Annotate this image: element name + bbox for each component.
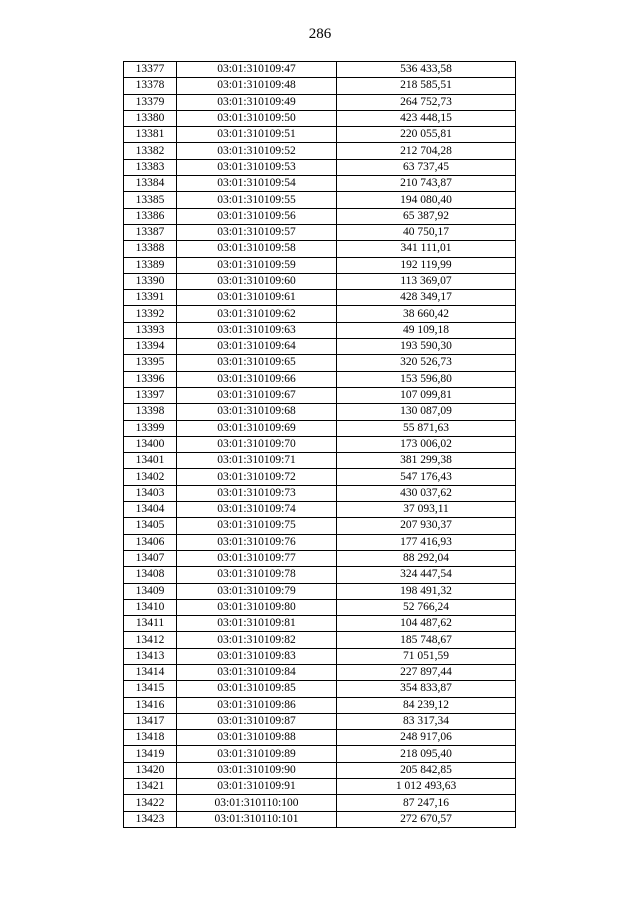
table-row bbox=[124, 306, 516, 322]
cadastral-number-cell: 03:01:310109:87 bbox=[177, 713, 337, 729]
row-number-cell: 13382 bbox=[124, 143, 177, 159]
cadastral-number-cell: 03:01:310109:88 bbox=[177, 730, 337, 746]
cadastral-number-cell: 03:01:310109:78 bbox=[177, 567, 337, 583]
row-number-cell: 13409 bbox=[124, 583, 177, 599]
table-row bbox=[124, 420, 516, 436]
cadastral-number-cell: 03:01:310109:73 bbox=[177, 485, 337, 501]
cadastral-number-cell: 03:01:310109:89 bbox=[177, 746, 337, 762]
row-number-cell: 13384 bbox=[124, 176, 177, 192]
table-row bbox=[124, 453, 516, 469]
cadastral-number-cell: 03:01:310109:85 bbox=[177, 681, 337, 697]
row-number-cell: 13379 bbox=[124, 94, 177, 110]
row-number-cell: 13408 bbox=[124, 567, 177, 583]
row-number-cell: 13410 bbox=[124, 599, 177, 615]
value-cell: 341 111,01 bbox=[337, 241, 516, 257]
cadastral-number-cell: 03:01:310109:55 bbox=[177, 192, 337, 208]
table-row bbox=[124, 110, 516, 126]
table-row bbox=[124, 697, 516, 713]
table-row bbox=[124, 143, 516, 159]
value-cell: 430 037,62 bbox=[337, 485, 516, 501]
table-row bbox=[124, 713, 516, 729]
row-number-cell: 13392 bbox=[124, 306, 177, 322]
value-cell: 83 317,34 bbox=[337, 713, 516, 729]
cadastral-number-cell: 03:01:310109:90 bbox=[177, 762, 337, 778]
row-number-cell: 13398 bbox=[124, 404, 177, 420]
value-cell: 248 917,06 bbox=[337, 730, 516, 746]
cadastral-number-cell: 03:01:310109:79 bbox=[177, 583, 337, 599]
value-cell: 218 095,40 bbox=[337, 746, 516, 762]
value-cell: 324 447,54 bbox=[337, 567, 516, 583]
row-number-cell: 13420 bbox=[124, 762, 177, 778]
cadastral-number-cell: 03:01:310109:56 bbox=[177, 208, 337, 224]
value-cell: 63 737,45 bbox=[337, 159, 516, 175]
cadastral-number-cell: 03:01:310109:75 bbox=[177, 518, 337, 534]
value-cell: 130 087,09 bbox=[337, 404, 516, 420]
row-number-cell: 13423 bbox=[124, 811, 177, 827]
table-row bbox=[124, 664, 516, 680]
row-number-cell: 13401 bbox=[124, 453, 177, 469]
cadastral-number-cell: 03:01:310109:47 bbox=[177, 62, 337, 78]
row-number-cell: 13418 bbox=[124, 730, 177, 746]
table-row bbox=[124, 795, 516, 811]
value-cell: 65 387,92 bbox=[337, 208, 516, 224]
value-cell: 177 416,93 bbox=[337, 534, 516, 550]
cadastral-number-cell: 03:01:310109:49 bbox=[177, 94, 337, 110]
value-cell: 381 299,38 bbox=[337, 453, 516, 469]
table-row bbox=[124, 241, 516, 257]
row-number-cell: 13391 bbox=[124, 290, 177, 306]
cadastral-number-cell: 03:01:310109:60 bbox=[177, 273, 337, 289]
cadastral-number-cell: 03:01:310109:63 bbox=[177, 322, 337, 338]
row-number-cell: 13413 bbox=[124, 648, 177, 664]
table-row bbox=[124, 762, 516, 778]
table-row bbox=[124, 78, 516, 94]
cadastral-number-cell: 03:01:310109:81 bbox=[177, 616, 337, 632]
table-row bbox=[124, 583, 516, 599]
value-cell: 428 349,17 bbox=[337, 290, 516, 306]
value-cell: 38 660,42 bbox=[337, 306, 516, 322]
table-row bbox=[124, 518, 516, 534]
row-number-cell: 13386 bbox=[124, 208, 177, 224]
value-cell: 536 433,58 bbox=[337, 62, 516, 78]
table-row bbox=[124, 404, 516, 420]
cadastral-number-cell: 03:01:310109:69 bbox=[177, 420, 337, 436]
value-cell: 87 247,16 bbox=[337, 795, 516, 811]
table-row bbox=[124, 339, 516, 355]
cadastral-number-cell: 03:01:310110:100 bbox=[177, 795, 337, 811]
row-number-cell: 13399 bbox=[124, 420, 177, 436]
row-number-cell: 13419 bbox=[124, 746, 177, 762]
table-row bbox=[124, 681, 516, 697]
row-number-cell: 13411 bbox=[124, 616, 177, 632]
value-cell: 88 292,04 bbox=[337, 550, 516, 566]
table-row bbox=[124, 616, 516, 632]
value-cell: 153 596,80 bbox=[337, 371, 516, 387]
cadastral-number-cell: 03:01:310109:61 bbox=[177, 290, 337, 306]
value-cell: 40 750,17 bbox=[337, 224, 516, 240]
value-cell: 37 093,11 bbox=[337, 502, 516, 518]
cadastral-number-cell: 03:01:310109:70 bbox=[177, 436, 337, 452]
value-cell: 205 842,85 bbox=[337, 762, 516, 778]
table-row bbox=[124, 648, 516, 664]
row-number-cell: 13402 bbox=[124, 469, 177, 485]
value-cell: 547 176,43 bbox=[337, 469, 516, 485]
table-row bbox=[124, 355, 516, 371]
table-row bbox=[124, 730, 516, 746]
cadastral-number-cell: 03:01:310109:51 bbox=[177, 127, 337, 143]
row-number-cell: 13390 bbox=[124, 273, 177, 289]
value-cell: 218 585,51 bbox=[337, 78, 516, 94]
table-row bbox=[124, 502, 516, 518]
cadastral-number-cell: 03:01:310109:84 bbox=[177, 664, 337, 680]
cadastral-number-cell: 03:01:310109:86 bbox=[177, 697, 337, 713]
table-row bbox=[124, 127, 516, 143]
row-number-cell: 13378 bbox=[124, 78, 177, 94]
cadastral-number-cell: 03:01:310109:91 bbox=[177, 779, 337, 795]
value-cell: 192 119,99 bbox=[337, 257, 516, 273]
row-number-cell: 13421 bbox=[124, 779, 177, 795]
row-number-cell: 13404 bbox=[124, 502, 177, 518]
table-row bbox=[124, 62, 516, 78]
value-cell: 1 012 493,63 bbox=[337, 779, 516, 795]
value-cell: 210 743,87 bbox=[337, 176, 516, 192]
row-number-cell: 13422 bbox=[124, 795, 177, 811]
row-number-cell: 13417 bbox=[124, 713, 177, 729]
value-cell: 84 239,12 bbox=[337, 697, 516, 713]
row-number-cell: 13406 bbox=[124, 534, 177, 550]
cadastral-number-cell: 03:01:310109:67 bbox=[177, 387, 337, 403]
value-cell: 220 055,81 bbox=[337, 127, 516, 143]
row-number-cell: 13412 bbox=[124, 632, 177, 648]
table-row bbox=[124, 599, 516, 615]
table-row bbox=[124, 811, 516, 827]
cadastral-number-cell: 03:01:310109:82 bbox=[177, 632, 337, 648]
value-cell: 104 487,62 bbox=[337, 616, 516, 632]
value-cell: 49 109,18 bbox=[337, 322, 516, 338]
row-number-cell: 13400 bbox=[124, 436, 177, 452]
table-row bbox=[124, 176, 516, 192]
table-row bbox=[124, 387, 516, 403]
value-cell: 193 590,30 bbox=[337, 339, 516, 355]
value-cell: 113 369,07 bbox=[337, 273, 516, 289]
table-row bbox=[124, 632, 516, 648]
table-body bbox=[124, 62, 516, 828]
value-cell: 173 006,02 bbox=[337, 436, 516, 452]
table-row bbox=[124, 746, 516, 762]
cadastral-number-cell: 03:01:310109:52 bbox=[177, 143, 337, 159]
table-row bbox=[124, 224, 516, 240]
table-row bbox=[124, 290, 516, 306]
value-cell: 227 897,44 bbox=[337, 664, 516, 680]
row-number-cell: 13394 bbox=[124, 339, 177, 355]
row-number-cell: 13403 bbox=[124, 485, 177, 501]
table-row bbox=[124, 436, 516, 452]
page-number: 286 bbox=[308, 26, 332, 42]
cadastral-number-cell: 03:01:310109:65 bbox=[177, 355, 337, 371]
cadastral-number-cell: 03:01:310109:74 bbox=[177, 502, 337, 518]
table-row bbox=[124, 485, 516, 501]
table-row bbox=[124, 94, 516, 110]
value-cell: 107 099,81 bbox=[337, 387, 516, 403]
value-cell: 272 670,57 bbox=[337, 811, 516, 827]
row-number-cell: 13383 bbox=[124, 159, 177, 175]
cadastral-number-cell: 03:01:310109:58 bbox=[177, 241, 337, 257]
cadastral-number-cell: 03:01:310109:83 bbox=[177, 648, 337, 664]
value-cell: 207 930,37 bbox=[337, 518, 516, 534]
cadastral-number-cell: 03:01:310109:50 bbox=[177, 110, 337, 126]
table-row bbox=[124, 192, 516, 208]
table-row bbox=[124, 273, 516, 289]
value-cell: 354 833,87 bbox=[337, 681, 516, 697]
row-number-cell: 13377 bbox=[124, 62, 177, 78]
value-cell: 185 748,67 bbox=[337, 632, 516, 648]
cadastral-number-cell: 03:01:310109:48 bbox=[177, 78, 337, 94]
value-cell: 320 526,73 bbox=[337, 355, 516, 371]
cadastral-number-cell: 03:01:310109:66 bbox=[177, 371, 337, 387]
cadastral-number-cell: 03:01:310109:80 bbox=[177, 599, 337, 615]
cadastral-number-cell: 03:01:310109:62 bbox=[177, 306, 337, 322]
row-number-cell: 13388 bbox=[124, 241, 177, 257]
row-number-cell: 13397 bbox=[124, 387, 177, 403]
value-cell: 423 448,15 bbox=[337, 110, 516, 126]
table-row bbox=[124, 322, 516, 338]
table-row bbox=[124, 567, 516, 583]
cadastral-number-cell: 03:01:310109:72 bbox=[177, 469, 337, 485]
value-cell: 71 051,59 bbox=[337, 648, 516, 664]
cadastral-number-cell: 03:01:310109:53 bbox=[177, 159, 337, 175]
value-cell: 194 080,40 bbox=[337, 192, 516, 208]
cadastral-number-cell: 03:01:310109:59 bbox=[177, 257, 337, 273]
row-number-cell: 13407 bbox=[124, 550, 177, 566]
value-cell: 55 871,63 bbox=[337, 420, 516, 436]
table-row bbox=[124, 550, 516, 566]
cadastral-number-cell: 03:01:310109:68 bbox=[177, 404, 337, 420]
value-cell: 264 752,73 bbox=[337, 94, 516, 110]
row-number-cell: 13396 bbox=[124, 371, 177, 387]
row-number-cell: 13405 bbox=[124, 518, 177, 534]
table-row bbox=[124, 534, 516, 550]
cadastral-number-cell: 03:01:310110:101 bbox=[177, 811, 337, 827]
row-number-cell: 13416 bbox=[124, 697, 177, 713]
row-number-cell: 13389 bbox=[124, 257, 177, 273]
row-number-cell: 13381 bbox=[124, 127, 177, 143]
row-number-cell: 13395 bbox=[124, 355, 177, 371]
table-row bbox=[124, 469, 516, 485]
table-row bbox=[124, 371, 516, 387]
cadastral-number-cell: 03:01:310109:57 bbox=[177, 224, 337, 240]
value-cell: 212 704,28 bbox=[337, 143, 516, 159]
table-row bbox=[124, 257, 516, 273]
table-row bbox=[124, 159, 516, 175]
data-table bbox=[123, 61, 516, 828]
cadastral-number-cell: 03:01:310109:77 bbox=[177, 550, 337, 566]
value-cell: 198 491,32 bbox=[337, 583, 516, 599]
row-number-cell: 13380 bbox=[124, 110, 177, 126]
table-row bbox=[124, 779, 516, 795]
cadastral-number-cell: 03:01:310109:64 bbox=[177, 339, 337, 355]
row-number-cell: 13393 bbox=[124, 322, 177, 338]
row-number-cell: 13415 bbox=[124, 681, 177, 697]
row-number-cell: 13385 bbox=[124, 192, 177, 208]
row-number-cell: 13387 bbox=[124, 224, 177, 240]
cadastral-number-cell: 03:01:310109:76 bbox=[177, 534, 337, 550]
cadastral-number-cell: 03:01:310109:54 bbox=[177, 176, 337, 192]
value-cell: 52 766,24 bbox=[337, 599, 516, 615]
table-row bbox=[124, 208, 516, 224]
cadastral-number-cell: 03:01:310109:71 bbox=[177, 453, 337, 469]
row-number-cell: 13414 bbox=[124, 664, 177, 680]
